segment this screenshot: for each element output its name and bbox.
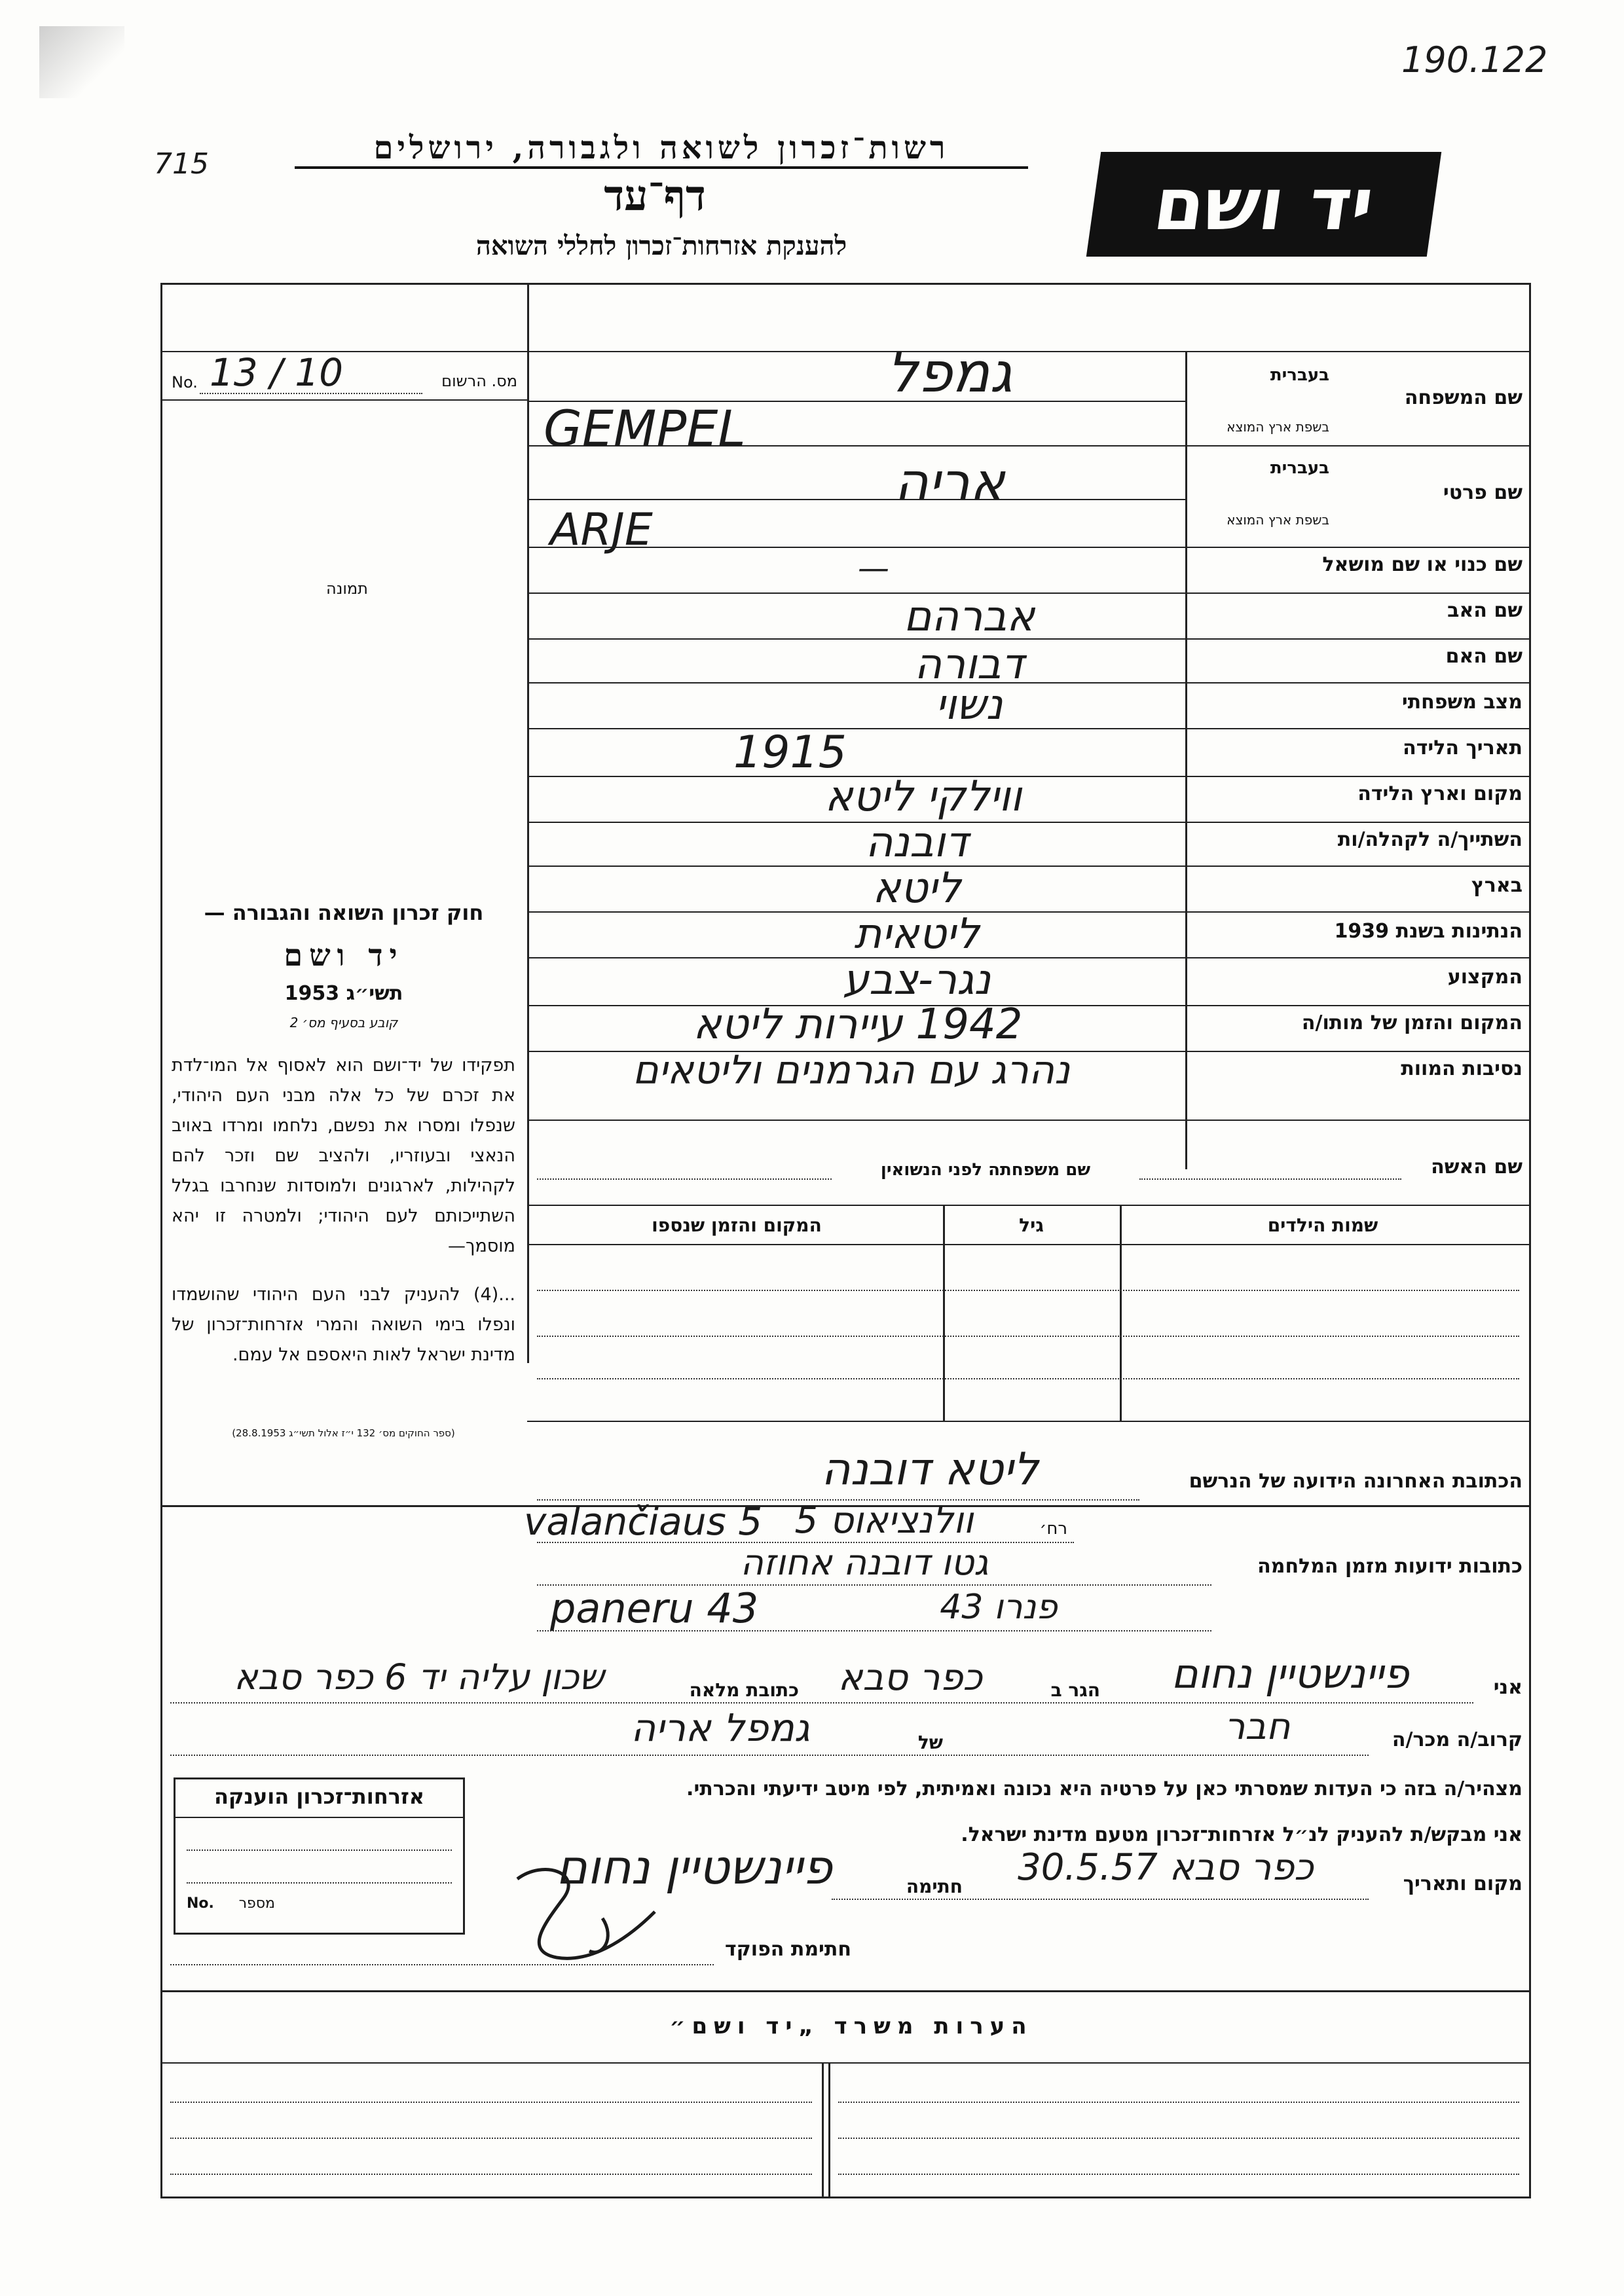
death-place-value: 1942 עיירות ליטא: [693, 1000, 1023, 1049]
witness-resides: כפר סבא: [838, 1656, 983, 1699]
marital-label: מצב משפחתי: [1401, 691, 1522, 714]
birthdate-value: 1915: [733, 727, 847, 778]
firstname-value: אריה: [894, 452, 1005, 513]
firstname-sub1: בעברית: [1270, 458, 1329, 478]
country-value: ליטא: [872, 864, 961, 913]
nickname-label: שם כנוי או שם מושאל: [1322, 553, 1522, 576]
surname-sub1: בעברית: [1270, 365, 1329, 385]
archive-number: 190.122: [1401, 39, 1548, 81]
mother-value: דבורה: [914, 640, 1024, 689]
street-value: וולנציאוס 5: [794, 1499, 974, 1542]
authority-line: רשות־זכרון לשואה ולגבורה, ירושלים: [295, 130, 1028, 169]
wife-maiden-label: שם משפחתה לפני הנשואין: [880, 1160, 1091, 1180]
law-name: יד ושם: [284, 938, 404, 973]
form-subtitle: להענקת אזרחות־זכרון לחללי השואה: [475, 230, 847, 261]
law-text-2: ...(4) להעניק לבני העם היהודי שהושמדו ונפלו בימי השואה והמרי אזרחות־זכרון של מדינת ישראל לאות היאספם אל עמם.: [172, 1285, 515, 1365]
law-clause: קובע בסעיף מס׳ 2: [289, 1015, 398, 1030]
firstname-value-latin: ARJE: [550, 504, 653, 556]
profession-value: נגר-צבע: [842, 956, 991, 1004]
citizenship-label: הנתינות בשנת 1939: [1334, 920, 1522, 943]
war-address-label: כתובות ידועות מזמן המלחמה: [1257, 1555, 1522, 1578]
form-title: דף־עד: [604, 172, 706, 221]
signature-label: חתימה: [906, 1876, 963, 1897]
birthplace-label: מקום וארץ הלידה: [1357, 782, 1522, 805]
street-latin: valančiaus 5: [524, 1499, 763, 1544]
death-circumstances-label: נסיבות המוות: [1401, 1057, 1522, 1080]
witness-name: פיינשטיין נחום: [1171, 1650, 1409, 1698]
surname-label: שם המשפחה: [1404, 386, 1522, 409]
witness-address: שכון עליה יד 6 כפר סבא: [234, 1656, 604, 1698]
children-place-header: המקום והזמן שנספו: [652, 1214, 822, 1236]
law-text-1: תפקידו של יד־ושם הוא לאסוף אל המו־לדת את זכרם של כל אלה מבני העם היהודי, שנפלו ומסרו את נפשם, נלחמו ומרדו באויב הנאצי ובעוזריו, ולהציב שם וזכר להם לקהילות, לארגונים ולמוסדות שנחרבו בגלל השתייכותם לעם היהודי; ולמטרה זו יהא מוסמך—: [172, 1055, 515, 1256]
birthdate-label: תאריך הלידה: [1403, 737, 1522, 759]
signature-value: פיינשטיין נחום: [556, 1840, 832, 1895]
children-age-header: גיל: [1019, 1214, 1044, 1236]
wife-label: שם האשה: [1431, 1156, 1522, 1178]
place-date-value: כפר סבא 30.5.57: [1018, 1846, 1314, 1889]
witness-prefix: אני: [1493, 1676, 1522, 1699]
war-street-value: פנרו 43: [940, 1588, 1058, 1627]
office-notes-title: הערות משרד „יד ושם״: [669, 2013, 1033, 2039]
surname-value-latin: GEMPEL: [544, 399, 746, 458]
law-year: תשי״ג 1953: [284, 982, 403, 1005]
relation-label: קרוב/ה מכר/ה: [1392, 1728, 1522, 1751]
community-value: דובנה: [865, 818, 969, 867]
signature-flourish: [504, 1853, 688, 1964]
surname-sub2: בשפת ארץ המוצא: [1227, 419, 1329, 435]
of-label: של: [917, 1732, 943, 1753]
firstname-label: שם פרטי: [1443, 481, 1522, 504]
death-circumstances-value: נהרג עם הגרמנים וליטאים: [632, 1048, 1071, 1093]
law-source: (ספר החוקים מס׳ 132 י״ז אלול תשי״ג 28.8.1953): [232, 1427, 455, 1439]
father-value: אברהם: [903, 592, 1035, 641]
photo-label: תמונה: [326, 579, 368, 598]
mother-label: שם האם: [1445, 645, 1522, 668]
registration-label: מס. הרשום: [441, 372, 517, 390]
marital-value: נשוי: [935, 681, 1003, 729]
yad-vashem-logo: [1086, 152, 1441, 257]
firstname-sub2: בשפת ארץ המוצא: [1227, 512, 1329, 528]
death-place-label: המקום והזמן של מותו/ה: [1301, 1011, 1522, 1034]
witness-resides-label: הגר ב: [1050, 1679, 1100, 1701]
officer-signature-label: חתימת הפוקד: [725, 1938, 851, 1961]
relation-value: חבר: [1224, 1705, 1291, 1748]
logo-text: יד ושם: [1149, 162, 1379, 246]
registration-value: 13 / 10: [210, 350, 344, 395]
birthplace-value: ווילקי ליטא: [824, 773, 1022, 821]
certificate-number-label-en: No.: [187, 1895, 214, 1912]
father-label: שם האב: [1447, 599, 1522, 622]
last-address-value: ליטא דובנה: [821, 1444, 1039, 1495]
witness-address-label: כתובת מלאה: [689, 1679, 799, 1701]
children-names-header: שמות הילדים: [1267, 1214, 1378, 1236]
scan-shadow: [39, 26, 124, 98]
nickname-value: —: [858, 550, 889, 587]
request-text: אני מבקש/ת להעניק לנ״ל אזרחות־זכרון מטעם מדינת ישראל.: [961, 1823, 1522, 1846]
certificate-title: אזרחות־זכרון הוענקה: [213, 1784, 425, 1809]
declaration-text: מצהיר/ה בזה כי העדות שמסרתי כאן על פרטיה היא נכונה ואמיתית, לפי מיטב ידיעתי והכרתי.: [686, 1777, 1522, 1800]
law-title: חוק זכרון השואה והגבורה —: [204, 900, 484, 925]
last-address-label: הכתובת האחרונה הידועה של הנרשם: [1189, 1470, 1522, 1493]
of-name: גמפל אריה: [631, 1705, 810, 1750]
page-number-mark: 715: [154, 147, 209, 181]
certificate-number-label: מספר: [238, 1895, 275, 1912]
registration-label-en: No.: [172, 373, 198, 392]
street-prefix: רח׳: [1039, 1519, 1067, 1539]
community-label: השתייך/ה לקהלה/ות: [1337, 828, 1522, 851]
country-label: בארץ: [1471, 874, 1522, 897]
place-date-label: מקום ותאריך: [1403, 1872, 1522, 1895]
citizenship-value: ליטאית: [854, 910, 980, 958]
war-address-value: גטו דובנה אחוזה: [740, 1542, 989, 1583]
profession-label: המקצוע: [1447, 966, 1522, 989]
war-street-latin: paneru 43: [550, 1584, 759, 1632]
surname-value: גמפל: [887, 340, 1012, 405]
